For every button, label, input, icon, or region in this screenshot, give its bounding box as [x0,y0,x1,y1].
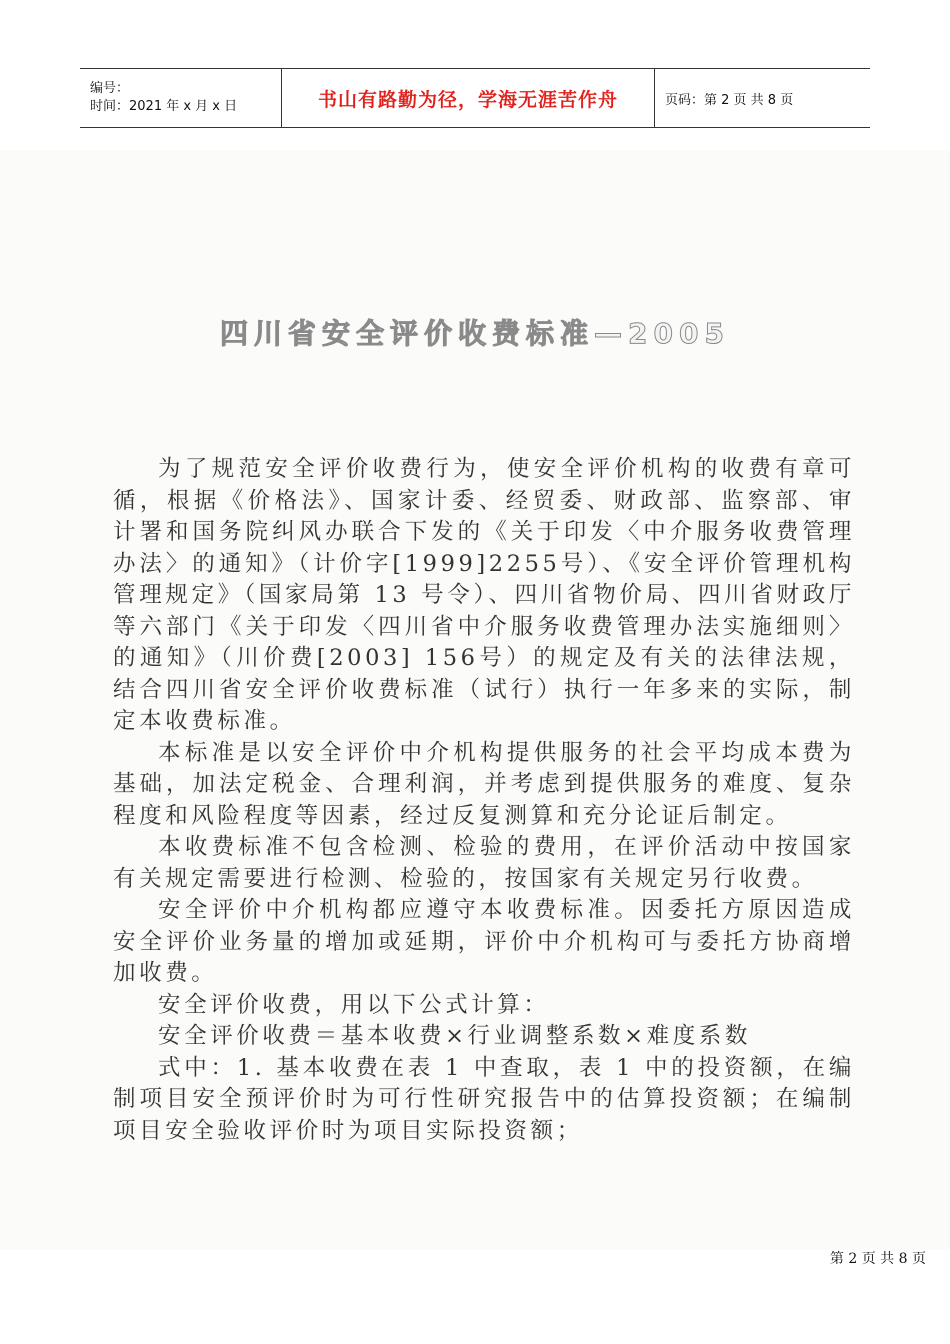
paragraph: 式中：1. 基本收费在表 1 中查取，表 1 中的投资额，在编制项目安全预评价时为可行性研究报告中的估算投资额；在编制项目安全验收评价时为项目实际投资额； [113,1054,855,1144]
header-motto: 书山有路勤为径，学海无涯苦作舟 [317,88,618,111]
document-date-label: 时间：2021 年 x 月 x 日 [90,99,238,114]
paragraph: 本收费标准不包含检测、检验的费用，在评价活动中按国家有关规定需要进行检测、检验的，按国家有关规定另行收费。 [113,834,855,892]
paragraph: 安全评价中介机构都应遵守本收费标准。因委托方原因造成安全评价业务量的增加或延期，评价中介机构可与委托方协商增加收费。 [113,897,855,986]
paragraph: 为了规范安全评价收费行为，使安全评价机构的收费有章可循，根据《价格法》、国家计委、经贸委、财政部、监察部、审计署和国务院纠风办联合下发的《关于印发〈中介服务收费管理办法〉的通知》（计价字[1999]2255号）、《安全评价管理机构管理规定》（国家局第 13 号令）、四川省物价局、四川省财政厅等六部门《关于印发〈四川省中介服务收费管理办法实施细则〉的通知》（川价费[2003] 156号）的规定及有关的法律法规，结合四川省安全评价收费标准（试行）执行一年多来的实际，制定本收费标准。 [113,456,855,734]
header-meta [80,69,282,127]
page-header [80,68,870,128]
formula-paragraph: 安全评价收费＝基本收费×行业调整系数×难度系数 [158,1023,752,1049]
document-body [113,454,855,1147]
paragraph: 安全评价收费，用以下公式计算： [158,991,550,1018]
document-title: 四川省安全评价收费标准—2005 [220,317,730,350]
header-page-cell [655,69,870,127]
document-number-label: 编号： [90,81,130,96]
header-motto-cell [282,69,655,127]
header-page-number: 页码：第 2 页 共 8 页 [665,92,794,108]
paragraph: 本标准是以安全评价中介机构提供服务的社会平均成本费为基础，加法定税金、合理利润，并考虑到提供服务的难度、复杂程度和风险程度等因素，经过反复测算和充分论证后制定。 [113,739,855,829]
footer-page-number: 第 2 页 共 8 页 [829,1251,926,1267]
